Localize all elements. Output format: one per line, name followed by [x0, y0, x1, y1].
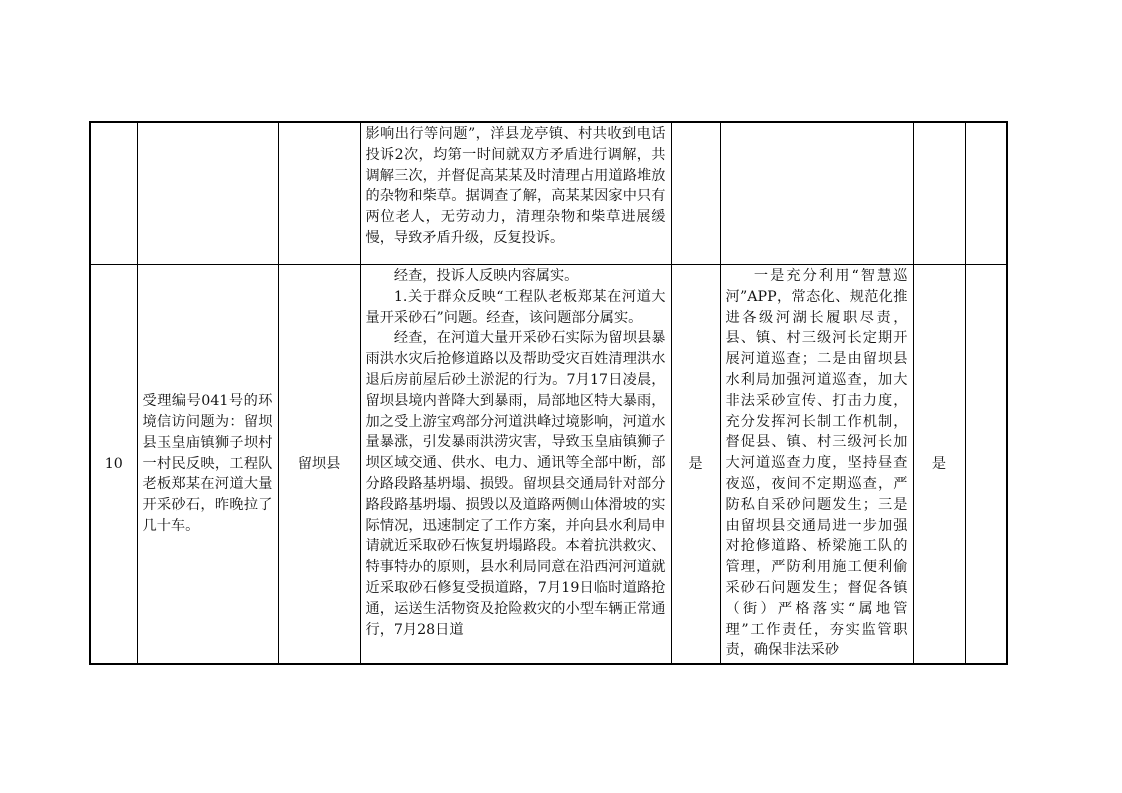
measures-cell [720, 265, 913, 665]
findings-paragraph: 影响出行等问题”，洋县龙亭镇、村共收到电话投诉2次，均第一时间就双方矛盾进行调解，共调解三次，并督促高某某及时清理占用道路堆放的杂物和柴草。据调查了解，高某某因家中只有两位老人，无劳动力，清理杂物和柴草进展缓慢，导致矛盾升级，反复投诉。 [365, 126, 666, 246]
measures-paragraph: 一是充分利用“智慧巡河”APP，常态化、规范化推进各级河湖长履职尽责，县、镇、村三级河长定期开展河道巡查；二是由留坝县水利局加强河道巡查，加大非法采砂宣传、打击力度，充分发挥河长制工作机制，督促县、镇、村三级河长加大河道巡查力度，坚持昼查夜巡，夜间不定期巡查，严防私自采砂问题发生；三是由留坝县交通局进一步加强对抢修道路、桥梁施工队的管理，严防利用施工便利偷采砂石问题发生；督促各镇（街）严格落实“属地管理”工作责任，夯实监管职责，确保非法采砂 [725, 268, 908, 659]
findings-paragraph: 经查，在河道大量开采砂石实际为留坝县暴雨洪水灾后抢修道路以及帮助受灾百姓清理洪水退后房前屋后砂土淤泥的行为。7月17日凌晨，留坝县境内普降大到暴雨，局部地区特大暴雨，加之受上游宝鸡部分河道洪峰过境影响，河道水量暴涨，引发暴雨洪涝灾害，导致玉皇庙镇狮子坝区域交通、供水、电力、通讯等全部中断，部分路段路基坍塌、损毁。留坝县交通局针对部分路段路基坍塌、损毁以及道路两侧山体滑坡的实际情况，迅速制定了工作方案，并向县水利局申请就近采取砂石恢复坍塌路段。本着抗洪救灾、特事特办的原则，县水利局同意在沿西河河道就近采取砂石修复受损道路，7月19日临时道路抢通，运送生活物资及抢险救灾的小型车辆正常通行，7月28日道 [365, 330, 666, 638]
note-cell [965, 265, 1007, 665]
table-row [90, 265, 1007, 665]
findings-cell [360, 122, 671, 265]
findings-cell [360, 265, 671, 665]
verified-cell [671, 122, 720, 265]
note-cell [965, 122, 1007, 265]
verified-cell: 是 [671, 265, 720, 665]
row-index [90, 122, 137, 265]
issue-cell [137, 265, 278, 665]
completed-cell [913, 122, 965, 265]
table-row [90, 122, 1007, 265]
county-cell [278, 122, 360, 265]
issue-cell [137, 122, 278, 265]
measures-cell [720, 122, 913, 265]
findings-paragraph: 1.关于群众反映“工程队老板郑某在河道大量开采砂石”问题。经查，该问题部分属实。 [365, 288, 666, 326]
issue-text: 受理编号041号的环境信访问题为：留坝县玉皇庙镇狮子坝村一村民反映，工程队老板郑某在河道大量开采砂石，昨晚拉了几十车。 [142, 393, 273, 534]
row-index: 10 [90, 265, 137, 665]
completed-cell: 是 [913, 265, 965, 665]
findings-paragraph: 经查，投诉人反映内容属实。 [393, 268, 579, 284]
county-cell: 留坝县 [278, 265, 360, 665]
complaint-table [89, 121, 1008, 665]
